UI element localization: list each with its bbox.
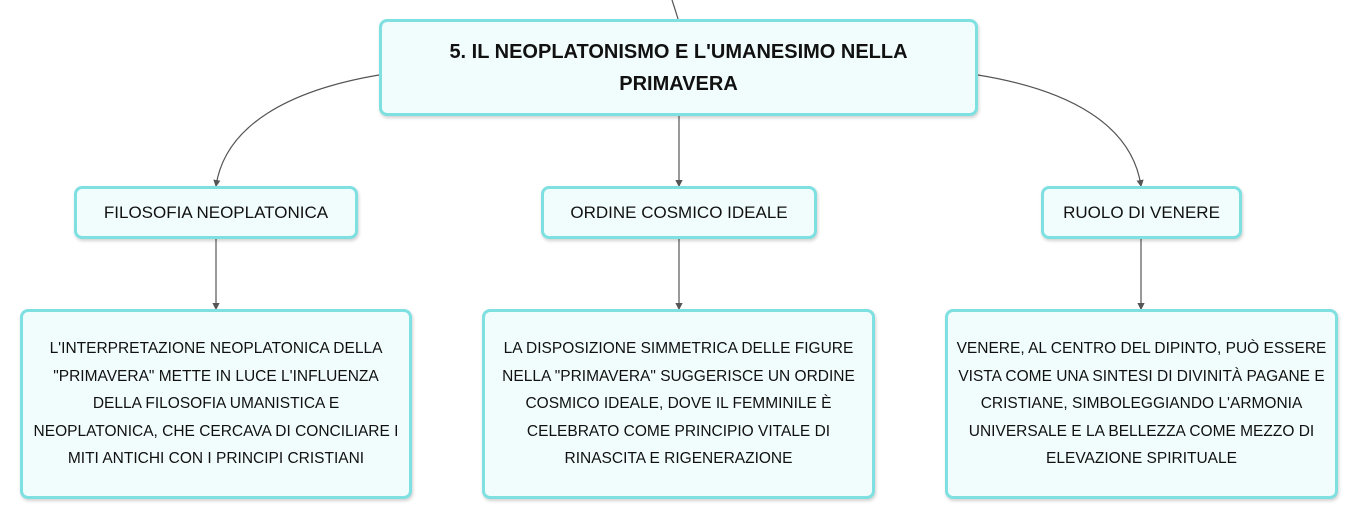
topic-label: FILOSOFIA NEOPLATONICA (103, 202, 329, 222)
connector-parent-to-root (672, 0, 678, 19)
subtopic-text: L'INTERPRETAZIONE NEOPLATONICA DELLA "PRIMAVERA" METTE IN LUCE L'INFLUENZA DELLA FILOSOFIA UMANISTICA E NEOPLATONICA, CHE CERCAVA DI CONCILIARE I MITI ANTICHI CON I PRINCIPI CRISTIANI (33, 340, 399, 468)
topic-label: ORDINE COSMICO IDEALE (570, 202, 788, 222)
subtopic-text: LA DISPOSIZIONE SIMMETRICA DELLE FIGURE NELLA "PRIMAVERA" SUGGERISCE UN ORDINE COSMICO IDEALE, DOVE IL FEMMINILE È CELEBRATO COME PRINCIPIO VITALE DI RINASCITA E RIGENERAZIONE (502, 340, 855, 468)
topic-label: RUOLO DI VENERE (1063, 202, 1220, 222)
root-topic-title: 5. IL NEOPLATONISMO E L'UMANESIMO NELLA PRIMAVERA (449, 40, 908, 95)
subtopic-text: VENERE, AL CENTRO DEL DIPINTO, PUÒ ESSERE VISTA COME UNA SINTESI DI DIVINITÀ PAGANE E CRISTIANE, SIMBOLEGGIANDO L'ARMONIA UNIVERSALE E LA BELLEZZA COME MEZZO DI ELEVAZIONE SPIRITUALE (956, 340, 1327, 468)
root-topic-node[interactable] (379, 19, 978, 116)
topic-node-ordine-cosmico-ideale[interactable] (541, 186, 817, 239)
subtopic-node-filosofia-description[interactable] (20, 309, 412, 499)
subtopic-node-ordine-description[interactable] (482, 309, 875, 499)
topic-node-filosofia-neoplatonica[interactable] (74, 186, 358, 239)
topic-node-ruolo-di-venere[interactable] (1041, 186, 1242, 239)
connector-root-to-filosofia (216, 75, 379, 186)
subtopic-node-venere-description[interactable] (945, 309, 1338, 499)
connector-root-to-venere (978, 75, 1141, 186)
